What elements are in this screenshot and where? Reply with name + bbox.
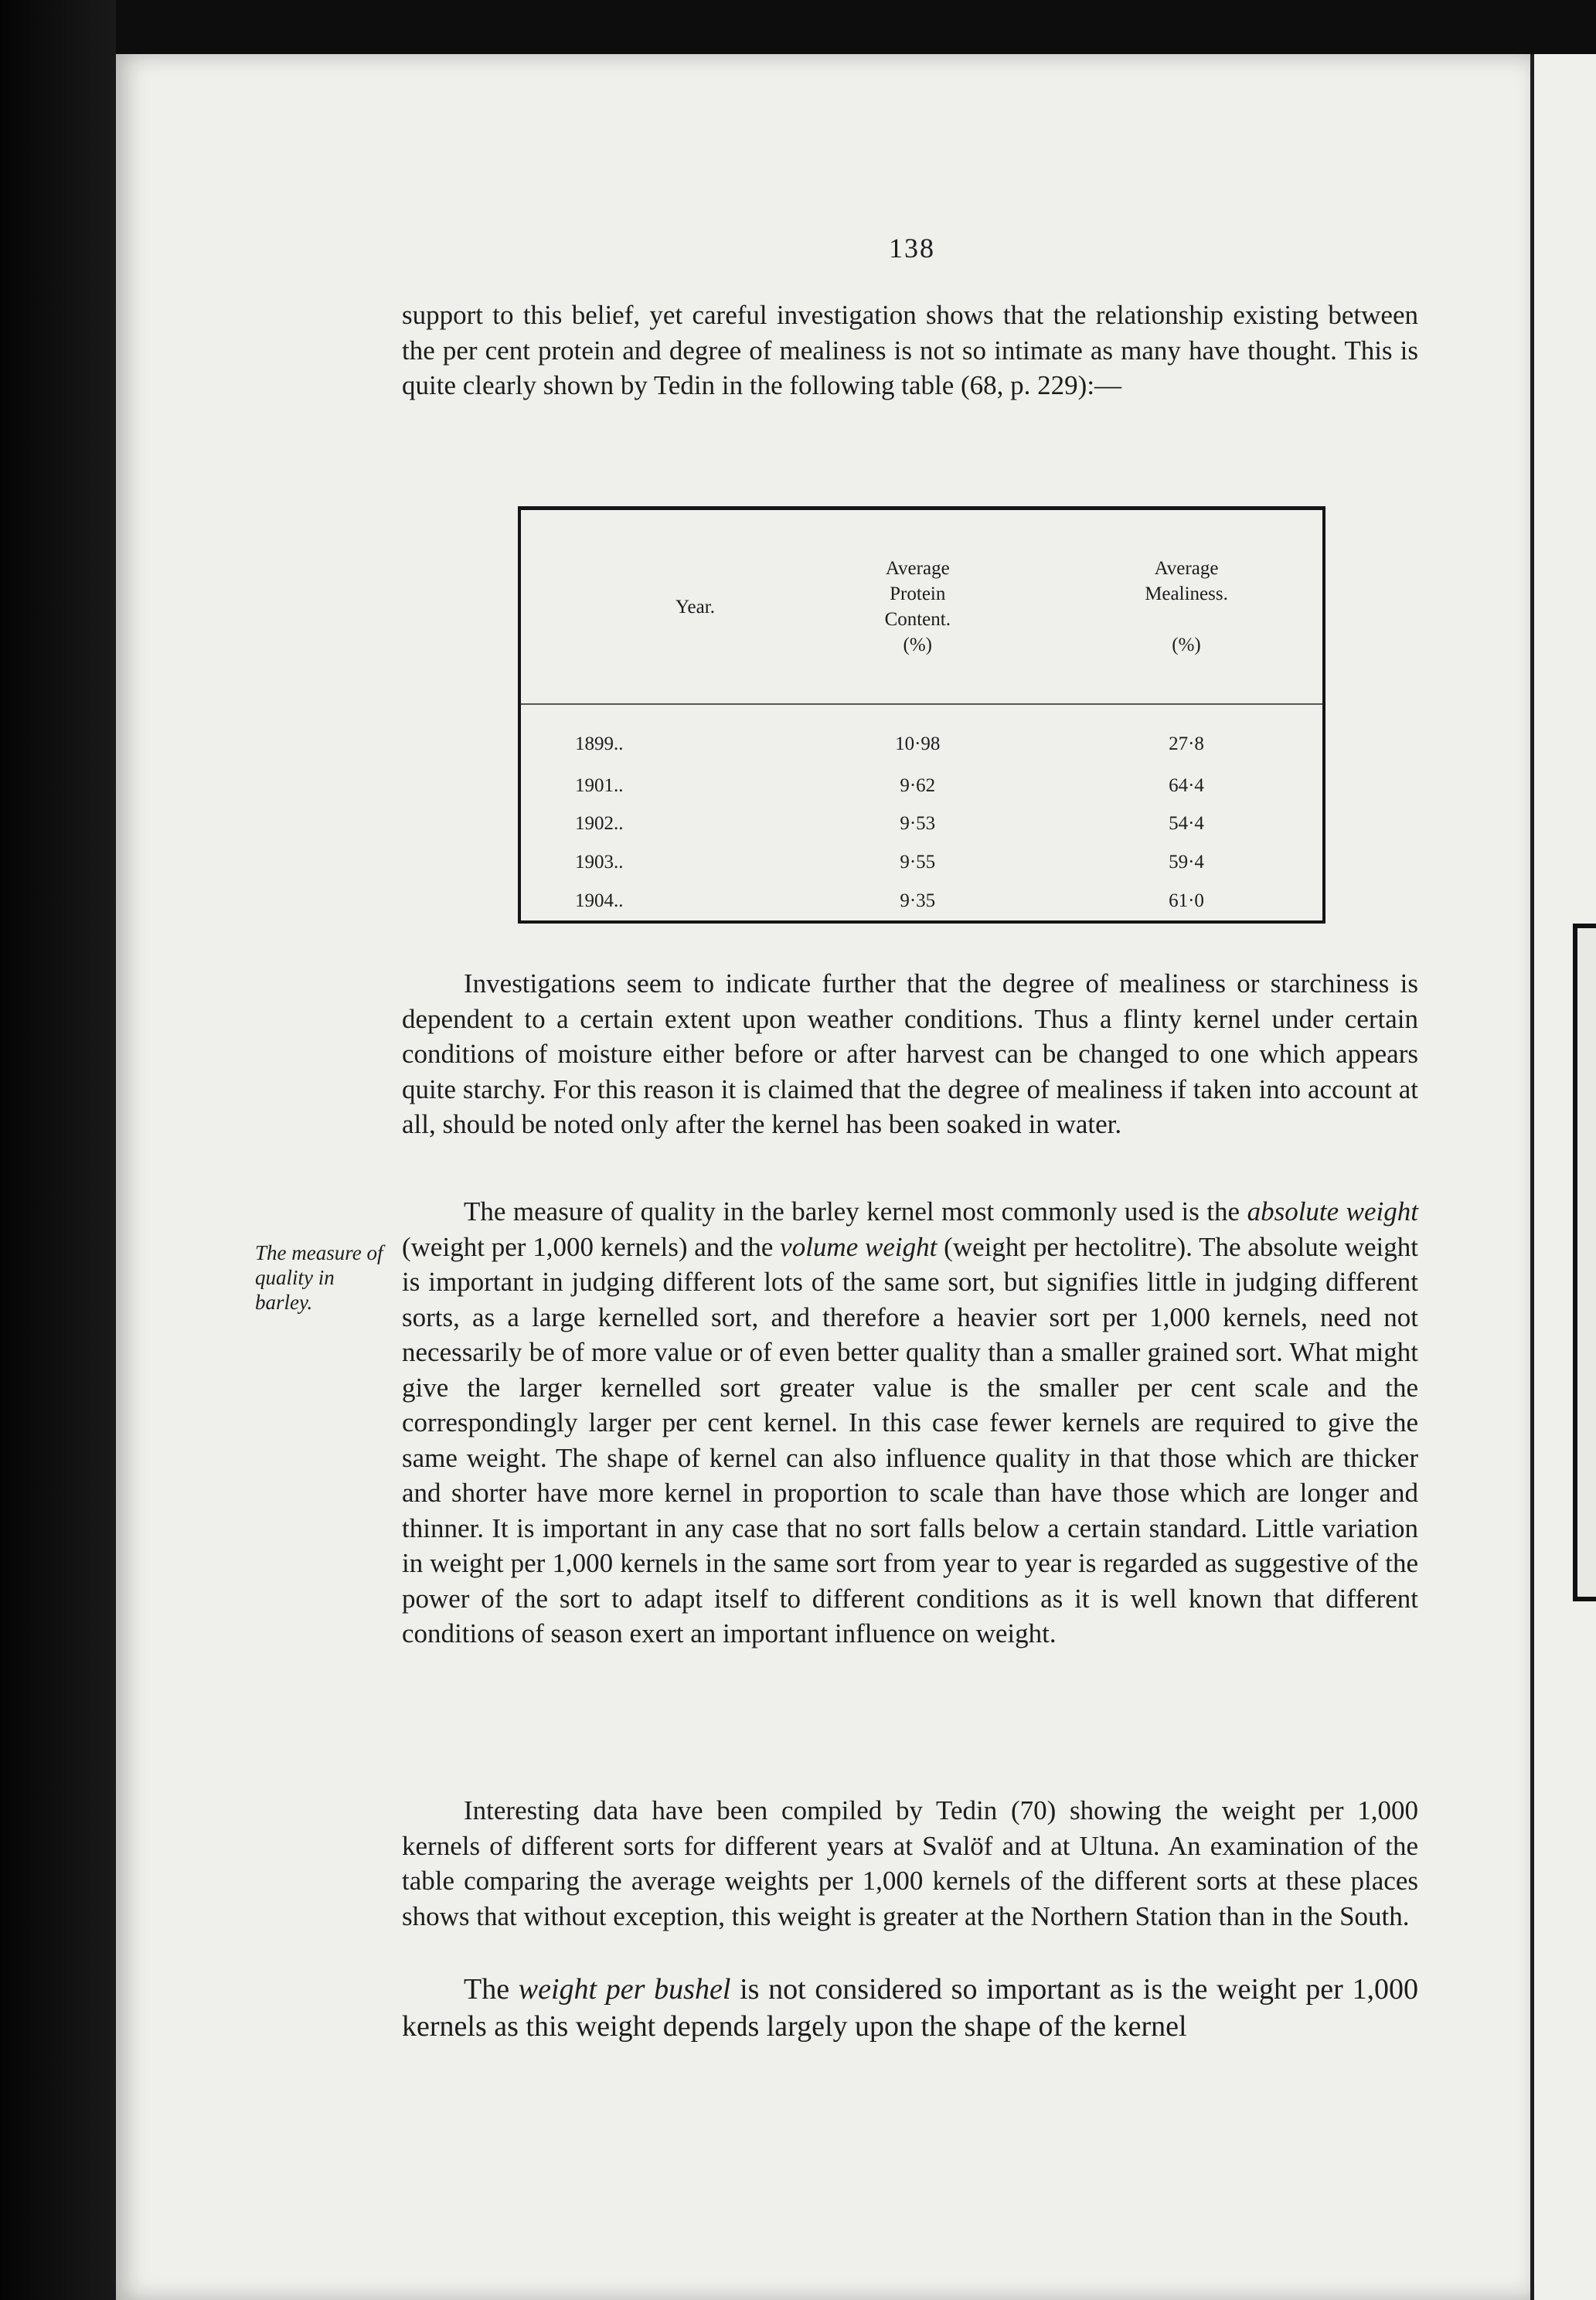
adjacent-page-frame xyxy=(1573,924,1596,1601)
table-row xyxy=(519,767,1324,805)
term-volume-weight: volume weight xyxy=(780,1231,938,1262)
cell-protein: 9·35 xyxy=(900,890,936,911)
table-row xyxy=(519,704,1324,767)
cell-mealiness: 54·4 xyxy=(1169,813,1204,835)
term-absolute-weight: absolute weight xyxy=(1247,1196,1418,1227)
table-row xyxy=(519,843,1324,882)
cell-year: 1901.. xyxy=(575,774,624,796)
cell-mealiness: 59·4 xyxy=(1169,851,1204,873)
cell-mealiness: 27·8 xyxy=(1169,733,1204,755)
page-number: 138 xyxy=(889,233,935,264)
cell-year: 1899.. xyxy=(575,733,624,755)
cell-mealiness: 64·4 xyxy=(1169,774,1204,796)
cell-year: 1903.. xyxy=(575,851,624,873)
cell-protein: 9·53 xyxy=(900,813,936,835)
cell-protein: 9·62 xyxy=(900,774,936,796)
term-weight-per-bushel: weight per bushel xyxy=(518,1973,731,2006)
cell-year: 1902.. xyxy=(575,813,624,835)
table-header-row xyxy=(519,509,1324,705)
header-year: Year. xyxy=(519,509,785,705)
cell-protein: 9·55 xyxy=(900,851,936,873)
table-row xyxy=(519,805,1324,844)
cell-year: 1904.. xyxy=(575,890,624,911)
header-protein: Average Protein Content. (%) xyxy=(785,509,1051,705)
paragraph-5: The weight per bushel is not considered so important as is the weight per 1,000 kernels as this weight depends largely upon the shape of the kernel xyxy=(402,1973,1418,2043)
margin-note: The measure of quality in barley. xyxy=(255,1241,383,1314)
cell-mealiness: 61·0 xyxy=(1169,890,1204,911)
paragraph-2: Investigations seem to indicate further that the degree of mealiness or starchiness is dependent to a certain extent upon weather conditions. Thus a flinty kernel under certain conditions of moisture either before or after harvest can be changed to one which appears quite starchy. For this reason it is claimed that the degree of mealiness if taken into account at all, should be noted only after the kernel has been soaked in water. xyxy=(402,968,1418,1139)
scan-left-margin xyxy=(0,0,116,2300)
header-mealiness: Average Mealiness. (%) xyxy=(1050,509,1324,705)
paragraph-1: support to this belief, yet careful investigation shows that the relationship existing between the per cent protein and degree of mealiness is not so intimate as many have thought. This is quite clearly shown by Tedin in the following table (68, p. 229):— xyxy=(402,300,1418,400)
paragraph-3: The measure of quality in the barley kernel most commonly used is the absolute weight (weight per 1,000 kernels) and the volume weight (weight per hectolitre). The absolute weight is important in judging different lots of the same sort, but signifies little in judging different sorts, as a large kernelled sort, and therefore a heavier sort per 1,000 kernels, need not necessarily be of more value or of even better quality than a smaller grained sort. What might give the larger kernelled sort greater value is the smaller per cent scale and the correspondingly larger per cent kernel. In this case fewer kernels are required to give the same weight. The shape of kernel can also influence quality in that those which are thicker and shorter have more kernel in proportion to scale than have those which are longer and thinner. It is important in any case that no sort falls below a certain standard. Little variation in weight per 1,000 kernels in the same sort from year to year is regarded as suggestive of the power of the sort to adapt itself to different conditions as it is well known that different conditions of season exert an important influence on weight. xyxy=(402,1196,1419,1648)
protein-mealiness-table xyxy=(518,506,1325,924)
cell-protein: 10·98 xyxy=(895,733,941,755)
table-row xyxy=(519,882,1324,922)
paragraph-4: Interesting data have been compiled by Tedin (70) showing the weight per 1,000 kernels of different sorts for different years at Svalöf and at Ultuna. An examination of the table comparing the average weights per 1,000 kernels of the different sorts at these places shows that without exception, this weight is greater at the Northern Station than in the South. xyxy=(402,1795,1418,1931)
